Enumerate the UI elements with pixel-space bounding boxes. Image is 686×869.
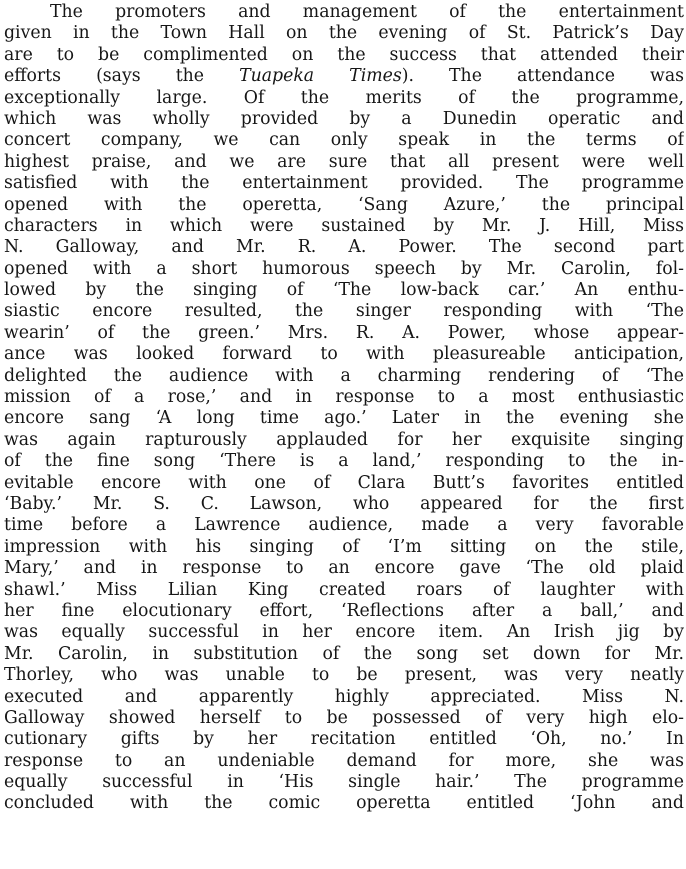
article-line: time before a Lawrence audience, made a very favorable — [4, 515, 684, 536]
article-line: ance was looked forward to with pleasureable anticipation, — [4, 344, 684, 365]
article-line: characters in which were sustained by Mr. J. Hill, Miss — [4, 215, 684, 236]
article-line: mission of a rose,’ and in response to a most enthusiastic — [4, 387, 684, 408]
article-line: The promoters and management of the entertainment — [50, 2, 684, 22]
article-line: equally successful in ‘His single hair.’ The programme — [4, 772, 684, 793]
article-line: Mr. Carolin, in substitution of the song set down for Mr. — [4, 643, 684, 664]
article-line: given in the Town Hall on the evening of St. Patrick’s Day — [4, 23, 684, 44]
article-line: wearin’ of the green.’ Mrs. R. A. Power, whose appear- — [4, 322, 684, 343]
article-line: encore sang ‘A long time ago.’ Later in the evening she — [4, 408, 684, 429]
article-line: exceptionally large. Of the merits of the programme, — [4, 87, 684, 108]
article-line: N. Galloway, and Mr. R. A. Power. The second part — [4, 237, 684, 258]
article-line: lowed by the singing of ‘The low-back car.’ An enthu- — [4, 280, 684, 301]
article-line: siastic encore resulted, the singer responding with ‘The — [4, 301, 684, 322]
article-line: which was wholly provided by a Dunedin operatic and — [4, 108, 684, 129]
article-line: are to be complimented on the success that attended their — [4, 44, 684, 65]
article-line: cutionary gifts by her recitation entitled ‘Oh, no.’ In — [4, 729, 684, 750]
article-line: her fine elocutionary effort, ‘Reflections after a ball,’ and — [4, 600, 684, 621]
article-line: impression with his singing of ‘I’m sitting on the stile, — [4, 536, 684, 557]
article-line: delighted the audience with a charming rendering of ‘The — [4, 365, 684, 386]
article-line: Galloway showed herself to be possessed of very high elo- — [4, 707, 684, 728]
article-line — [4, 66, 684, 87]
article-line: concluded with the comic operetta entitled ‘John and — [4, 793, 684, 814]
article-line-segment: efforts (says the — [4, 66, 240, 87]
article-line: Mary,’ and in response to an encore gave ‘The old plaid — [4, 558, 684, 579]
article-line: of the fine song ‘There is a land,’ responding to the in- — [4, 451, 684, 472]
article-line: response to an undeniable demand for more, she was — [4, 750, 684, 771]
article-line: ‘Baby.’ Mr. S. C. Lawson, who appeared for the first — [4, 493, 684, 514]
article-line: satisfied with the entertainment provided. The programme — [4, 173, 684, 194]
article-line: executed and apparently highly appreciated. Miss N. — [4, 686, 684, 707]
article-line: was equally successful in her encore item. An Irish jig by — [4, 622, 684, 643]
article-line: evitable encore with one of Clara Butt’s favorites entitled — [4, 472, 684, 493]
article-line-segment: ). The attendance was — [401, 66, 684, 87]
article-line: Thorley, who was unable to be present, was very neatly — [4, 665, 684, 686]
newspaper-name: Tuapeka Times — [239, 66, 402, 87]
article-body — [4, 2, 684, 815]
article-line: opened with the operetta, ‘Sang Azure,’ the principal — [4, 194, 684, 215]
article-line: opened with a short humorous speech by Mr. Carolin, fol- — [4, 258, 684, 279]
article-line: was again rapturously applauded for her exquisite singing — [4, 429, 684, 450]
article-line: highest praise, and we are sure that all present were well — [4, 151, 684, 172]
article-line: shawl.’ Miss Lilian King created roars of laughter with — [4, 579, 684, 600]
article-line: concert company, we can only speak in the terms of — [4, 130, 684, 151]
